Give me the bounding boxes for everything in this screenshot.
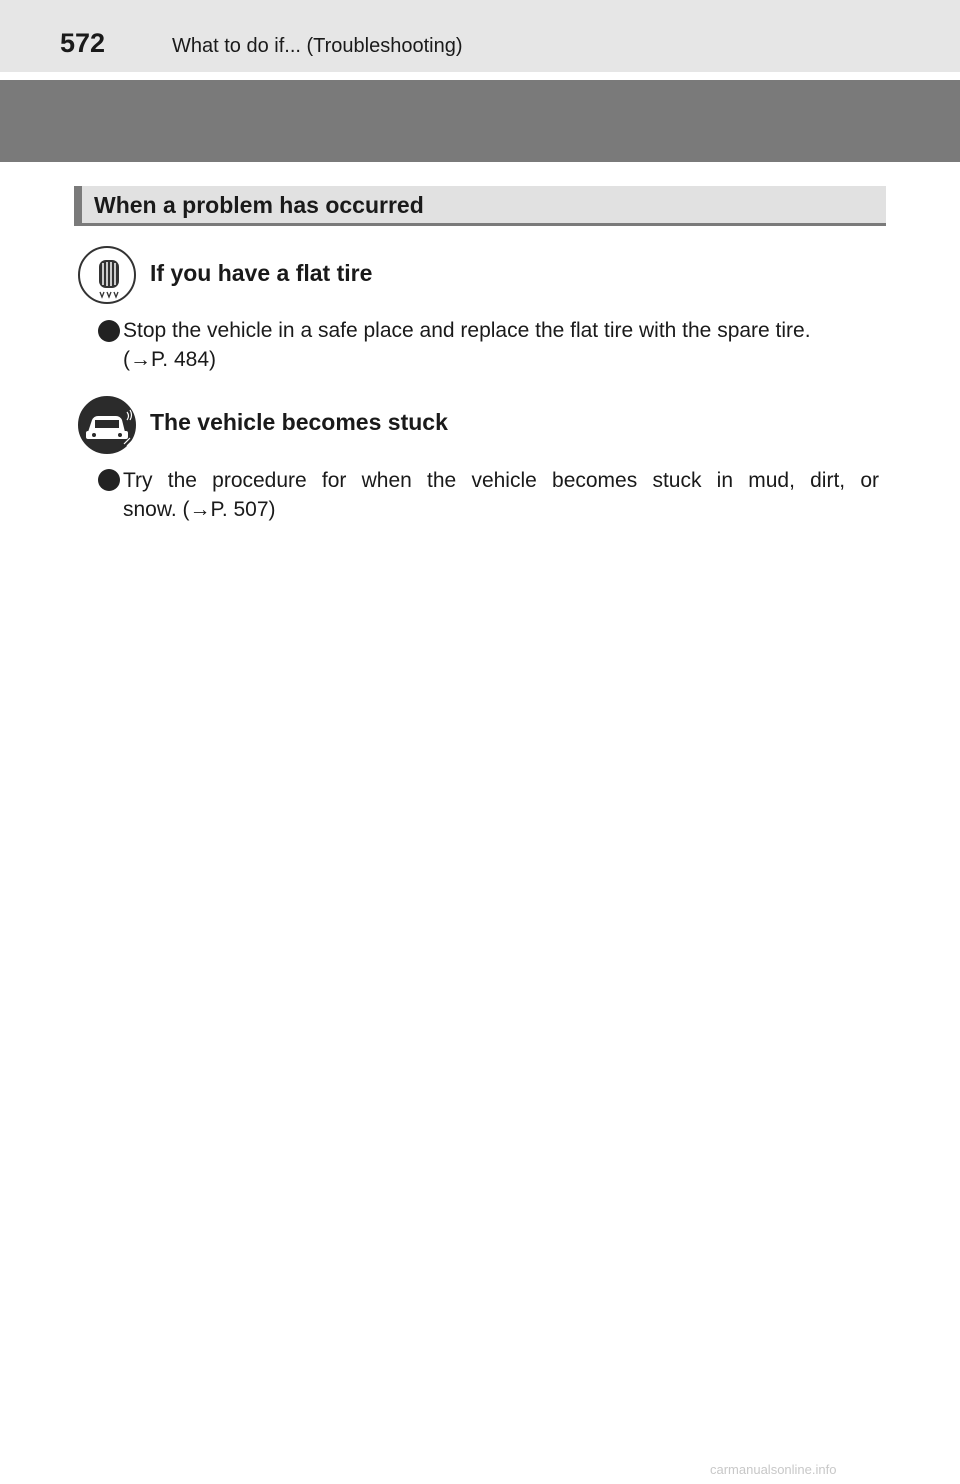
chapter-title: What to do if... (Troubleshooting) (172, 35, 463, 57)
bullet-icon (98, 469, 120, 491)
stuck-vehicle-text-line2: snow. (→P. 507) (123, 498, 276, 521)
stuck-vehicle-text-line1: Try the procedure for when the vehicle becomes stuck in mud, dirt, or (123, 469, 879, 492)
watermark: carmanualsonline.info (710, 1462, 837, 1477)
flat-tire-icon (78, 246, 136, 304)
stuck-vehicle-text (123, 466, 879, 524)
flat-tire-text-line1: Stop the vehicle in a safe place and replace the flat tire with the spare tire. (123, 319, 811, 342)
section-title: When a problem has occurred (94, 192, 424, 218)
section-header (74, 186, 886, 226)
flat-tire-heading: If you have a flat tire (150, 260, 373, 286)
stuck-vehicle-heading: The vehicle becomes stuck (150, 409, 448, 435)
stuck-vehicle-icon (78, 396, 136, 454)
flat-tire-text (123, 316, 879, 374)
header-band (0, 0, 960, 72)
chapter-banner (0, 80, 960, 162)
page-number: 572 (60, 28, 106, 58)
bullet-icon (98, 320, 120, 342)
flat-tire-page-ref: (→P. 484) (123, 348, 216, 371)
